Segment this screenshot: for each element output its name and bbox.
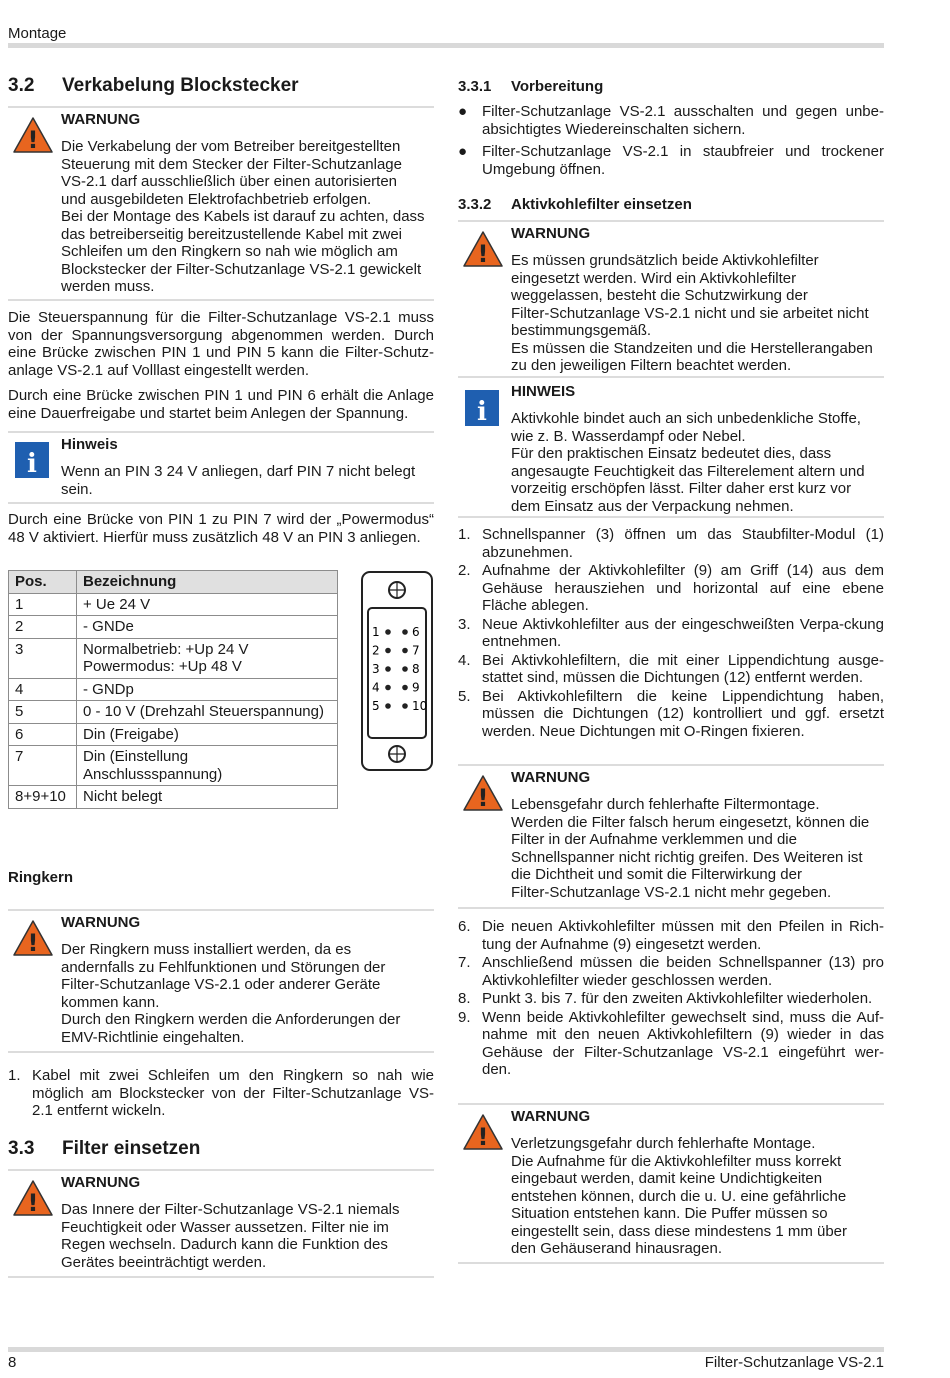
warning-line: die Dichtheit und somit die Filterwirkung der: [511, 866, 802, 883]
warning-line: den Gehäuserand hinausragen.: [511, 1240, 722, 1257]
cell-pos: 7: [9, 746, 77, 786]
pin-label-right: 6: [412, 625, 420, 639]
table-row: [9, 786, 338, 809]
warning-line: Schnellspanner nicht richtig greifen. Des Weiteren ist: [511, 848, 863, 866]
warning-triangle-icon: [12, 1179, 54, 1217]
warning-title: WARNUNG: [61, 111, 141, 128]
pin-label-left: 1: [372, 625, 380, 639]
header-rule: [8, 43, 884, 48]
hint-box-activated-carbon: [458, 378, 884, 518]
cell-pos: 5: [9, 701, 77, 724]
svg-text:!: !: [477, 1123, 489, 1151]
warning-text: [511, 796, 883, 901]
svg-text:!: !: [477, 784, 489, 812]
page-number: 8: [8, 1354, 17, 1371]
warning-line: Verletzungsgefahr durch fehlerhafte Montage.: [511, 1135, 816, 1152]
cell-pos: 3: [9, 638, 77, 678]
table-row: [9, 638, 338, 678]
cell-pos: 6: [9, 723, 77, 746]
warning-line: Situation entstehen kann. Die Puffer müssen so: [511, 1205, 828, 1222]
list-item: 5. Bei Aktivkohlefiltern die keine Lippendichtung haben, müssen die Dichtungen (12) kontrolliert und ggf. ersetzt werden. Neue Dichtungen mit O-Ringen fixieren.: [458, 687, 884, 740]
warning-line: EMV-Richtlinie eingehalten.: [61, 1028, 245, 1046]
list-item: 7. Anschließend müssen die beiden Schnellspanner (13) pro Aktivkohlefilter wieder geschlossen werden.: [458, 954, 884, 989]
warning-line: Filter-Schutzanlage VS-2.1 oder anderer Geräte: [61, 976, 381, 993]
warning-text: [61, 1201, 433, 1271]
cell-bezeichnung: - GNDe: [77, 616, 338, 639]
svg-text:i: i: [477, 397, 487, 427]
list-item: 3. Neue Aktivkohlefilter aus der eingeschweißten Verpa-ckung entnehmen.: [458, 615, 884, 650]
warning-triangle-icon: [462, 1113, 504, 1151]
warning-text: [511, 252, 883, 375]
hint-text: [511, 410, 883, 515]
warning-triangle-icon: [12, 919, 54, 957]
warning-title: WARNUNG: [511, 769, 591, 786]
warning-line: das betreiberseitig bereitzustellende Kabel mit zwei: [61, 225, 403, 243]
running-header: Montage: [8, 25, 67, 42]
pin-label-right: 8: [412, 662, 420, 676]
pin-dot: [385, 629, 391, 635]
pin-dot: [402, 629, 408, 635]
pin-dot: [385, 648, 391, 654]
pin-dot: [385, 666, 391, 672]
hint-line: vorzeitig erschöpfen lässt. Filter daher erst kurz vor: [511, 480, 852, 497]
warning-text: [61, 138, 433, 296]
list-item: 8. Punkt 3. bis 7. für den zweiten Aktivkohlefilter wiederholen.: [458, 990, 873, 1007]
warning-line: eingesetzt werden. Wird ein Aktivkohlefilter: [511, 269, 797, 287]
pin-label-left: 5: [372, 699, 380, 713]
pin-label-right: 7: [412, 643, 420, 658]
section-heading-3-3-2: 3.3.2 Aktivkohlefilter einsetzen: [458, 196, 692, 213]
pin-dot: [402, 703, 408, 709]
warning-line: Bei der Montage des Kabels ist darauf zu achten, dass: [61, 208, 425, 225]
warning-line: Gerätes beeinträchtigt werden.: [61, 1253, 267, 1271]
step-list-insert-filters-b: [458, 918, 884, 1079]
pin-label-right: 10: [412, 699, 428, 713]
hint-title: HINWEIS: [511, 383, 576, 400]
hint-line: Aktivkohle bindet auch an sich unbedenkliche Stoffe,: [511, 410, 861, 427]
list-item: 4. Bei Aktivkohlefiltern, die mit einer Lippendichtung ausge-stattet sind, müssen die Dichtungen (12) entfernt werden.: [458, 651, 884, 686]
warning-line: Regen wechseln. Dadurch kann die Funktion des: [61, 1236, 388, 1253]
svg-text:!: !: [27, 929, 39, 957]
warning-box-both-filters: [458, 220, 884, 378]
paragraph-control-voltage: Die Steuerspannung für die Filter-Schutzanlage VS-2.1 muss von der Spannungsversorgung abgenommen werden. Durch eine Brücke zwischen PIN 1 und PIN 5 kann die Filter-Schutz-anlage VS-2.1 auf Volllast eingestellt werden.: [8, 309, 434, 379]
hint-line: Wenn an PIN 3 24 V anliegen, darf PIN 7 nicht belegt: [61, 463, 416, 480]
section-heading-3-2: 3.2 Verkabelung Blockstecker: [8, 75, 299, 96]
column-header-bezeichnung: Bezeichnung: [77, 571, 338, 594]
warning-line: bestimmungsgemäß.: [511, 322, 652, 339]
warning-line: VS-2.1 darf ausschließlich über einen autorisierten: [61, 173, 398, 190]
warning-title: WARNUNG: [511, 1108, 591, 1125]
pin-label-right: 9: [412, 680, 420, 695]
cell-bezeichnung: Normalbetrieb: +Up 24 V Powermodus: +Up 48 V: [77, 638, 338, 678]
footer-product: Filter-Schutzanlage VS-2.1: [704, 1354, 884, 1371]
step-list-ringkern: [8, 1067, 434, 1120]
table-row: [9, 746, 338, 786]
list-item: 2. Aufnahme der Aktivkohlefilter (9) am Griff (14) aus dem Gehäuse herausziehen und horizontal auf eine ebene Fläche ablegen.: [458, 562, 884, 614]
subheading-ringkern: Ringkern: [8, 869, 74, 886]
cell-bezeichnung: + Ue 24 V: [77, 593, 338, 616]
bullet-list-preparation: [458, 103, 884, 178]
warning-triangle-icon: [462, 774, 504, 812]
footer-rule: [8, 1347, 884, 1352]
warning-box-mounting-injury: [458, 1103, 884, 1264]
warning-line: und ausgebildeten Elektrofachbetrieb erfolgen.: [61, 190, 372, 208]
warning-box-ringkern: [8, 909, 434, 1053]
svg-text:i: i: [27, 449, 37, 479]
warning-triangle-icon: [12, 116, 54, 154]
warning-line: Feuchtigkeit oder Wasser aussetzen. Filter nie im: [61, 1218, 389, 1236]
warning-text: [61, 941, 433, 1046]
info-icon: [14, 441, 50, 479]
warning-triangle-icon: [462, 230, 504, 268]
warning-line: Die Verkabelung der vom Betreiber bereitgestellten: [61, 138, 401, 155]
warning-line: zu den jeweiligen Filtern beachtet werden.: [511, 357, 792, 374]
warning-line: eingebaut werden, damit keine Undichtigkeiten: [511, 1170, 823, 1187]
warning-line: Die Aufnahme für die Aktivkohlefilter muss korrekt: [511, 1152, 842, 1170]
warning-line: entstehen können, durch die u. U. eine gefährliche: [511, 1187, 847, 1205]
warning-title: WARNUNG: [61, 914, 141, 931]
warning-line: kommen kann.: [61, 993, 160, 1011]
warning-line: Es müssen die Standzeiten und die Herstellerangaben: [511, 339, 873, 357]
pin-label-left: 2: [372, 643, 380, 658]
cell-bezeichnung: - GNDp: [77, 678, 338, 701]
list-item: 9. Wenn beide Aktivkohlefilter gewechselt sind, muss die Auf-nahme mit den neuen Aktivkohlefiltern (9) wieder in das Gehäuse der Filter-Schutzanlage VS-2.1 eingeführt wer-den.: [458, 1008, 884, 1078]
warning-line: Es müssen grundsätzlich beide Aktivkohlefilter: [511, 252, 819, 269]
cell-bezeichnung: 0 - 10 V (Drehzahl Steuerspannung): [77, 701, 338, 724]
connector-diagram: [360, 570, 434, 772]
warning-title: WARNUNG: [61, 1174, 141, 1191]
warning-line: Steuerung mit dem Stecker der Filter-Schutzanlage: [61, 155, 402, 173]
hint-line: sein.: [61, 480, 93, 498]
warning-line: Filter-Schutzanlage VS-2.1 nicht und sie arbeitet nicht: [511, 304, 869, 322]
table-header-row: [9, 571, 338, 594]
section-heading-3-3: 3.3 Filter einsetzen: [8, 1138, 201, 1159]
pin-dot: [402, 685, 408, 691]
cell-pos: 2: [9, 616, 77, 639]
warning-line: Das Innere der Filter-Schutzanlage VS-2.1 niemals: [61, 1201, 400, 1218]
hint-box-pin3: [8, 431, 434, 504]
warning-line: Schleifen um den Ringkern so nah wie möglich am: [61, 243, 398, 260]
list-item: ● Filter-Schutzanlage VS-2.1 in staubfreier und trockener Umgebung öffnen.: [458, 143, 884, 178]
pin-label-left: 3: [372, 662, 380, 676]
step-list-insert-filters-a: [458, 526, 884, 740]
pin-dot: [385, 703, 391, 709]
hint-line: wie z. B. Wasserdampf oder Nebel.: [511, 427, 746, 445]
warning-line: andernfalls zu Fehlfunktionen und Störungen der: [61, 958, 386, 976]
warning-line: Filter-Schutzanlage VS-2.1 nicht mehr gegeben.: [511, 883, 832, 901]
hint-line: dem Einsatz aus der Verpackung nehmen.: [511, 497, 794, 515]
warning-box-cabling: [8, 106, 434, 301]
warning-line: Der Ringkern muss installiert werden, da es: [61, 941, 352, 958]
connector-pins: [372, 625, 427, 713]
svg-text:!: !: [477, 240, 489, 268]
pin-dot: [402, 666, 408, 672]
info-icon: [464, 389, 500, 427]
hint-text: [61, 463, 433, 498]
warning-line: eingestellt sein, dass diese mindestens 1 mm über: [511, 1222, 848, 1240]
svg-text:!: !: [27, 126, 39, 154]
hint-title: Hinweis: [61, 436, 118, 453]
table-row: [9, 616, 338, 639]
warning-text: [511, 1135, 883, 1258]
hint-line: Für den praktischen Einsatz bedeutet dies, dass: [511, 445, 832, 462]
paragraph-bridge-pin6: Durch eine Brücke zwischen PIN 1 und PIN 6 erhält die Anlage eine Dauerfreigabe und startet beim Anlegen der Spannung.: [8, 387, 434, 422]
table-row: [9, 593, 338, 616]
hint-line: angesaugte Feuchtigkeit das Filterelement altern und: [511, 462, 865, 480]
pin-label-left: 4: [372, 680, 380, 695]
pin-dot: [385, 685, 391, 691]
warning-line: Filter in der Aufnahme verklemmen und die: [511, 831, 797, 848]
warning-title: WARNUNG: [511, 225, 591, 242]
paragraph-powermode: Durch eine Brücke von PIN 1 zu PIN 7 wird der „Powermodus“ 48 V aktiviert. Hierfür muss zusätzlich 48 V an PIN 3 anliegen.: [8, 511, 434, 546]
section-heading-3-3-1: 3.3.1 Vorbereitung: [458, 78, 604, 95]
list-item: 1. Kabel mit zwei Schleifen um den Ringkern so nah wie möglich am Blockstecker von der Filter-Schutzanlage VS-2.1 entfernt wickeln.: [8, 1067, 434, 1119]
cell-pos: 8+9+10: [9, 786, 77, 809]
table-row: [9, 723, 338, 746]
warning-line: Lebensgefahr durch fehlerhafte Filtermontage.: [511, 796, 820, 813]
cell-bezeichnung: Din (Einstellung Anschlussspannung): [77, 746, 338, 786]
column-header-pos: Pos.: [9, 571, 77, 594]
cell-bezeichnung: Din (Freigabe): [77, 723, 338, 746]
warning-line: Durch den Ringkern werden die Anforderungen der: [61, 1011, 401, 1028]
pin-assignment-table: [8, 570, 338, 809]
cell-bezeichnung: Nicht belegt: [77, 786, 338, 809]
warning-line: werden muss.: [61, 278, 155, 295]
table-body: [9, 593, 338, 808]
cell-pos: 1: [9, 593, 77, 616]
list-item: 6. Die neuen Aktivkohlefilter müssen mit den Pfeilen in Rich-tung der Aufnahme (9) eingesetzt werden.: [458, 918, 884, 953]
warning-line: weggelassen, besteht die Schutzwirkung der: [511, 287, 808, 304]
cell-pos: 4: [9, 678, 77, 701]
table-row: [9, 701, 338, 724]
warning-line: Werden die Filter falsch herum eingesetzt, können die: [511, 813, 870, 831]
warning-line: Blockstecker der Filter-Schutzanlage VS-2.1 gewickelt: [61, 260, 422, 278]
list-item: ● Filter-Schutzanlage VS-2.1 ausschalten und gegen unbe-absichtigtes Wiedereinschalten sichern.: [458, 103, 884, 138]
warning-box-moisture: [8, 1169, 434, 1278]
svg-text:!: !: [27, 1189, 39, 1217]
list-item: 1. Schnellspanner (3) öffnen um das Staubfilter-Modul (1) abzunehmen.: [458, 526, 884, 561]
warning-box-filter-mounting: [458, 764, 884, 909]
pin-dot: [402, 648, 408, 654]
table-row: [9, 678, 338, 701]
